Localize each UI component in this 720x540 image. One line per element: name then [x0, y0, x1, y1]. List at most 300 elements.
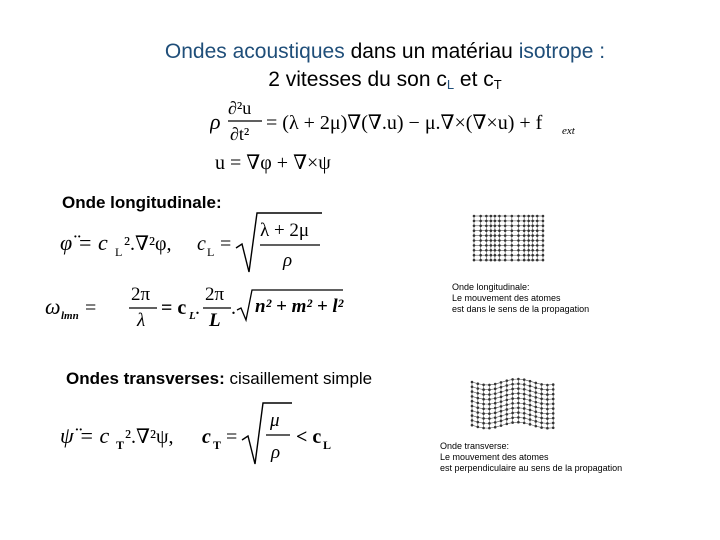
lattice-atom [523, 220, 526, 223]
title-part-1: Ondes acoustiques [164, 40, 345, 63]
lattice-atom [536, 239, 539, 242]
transverse-equation [60, 398, 340, 470]
lattice-atom [517, 402, 520, 405]
lattice-atom [473, 215, 476, 218]
lattice-atom [517, 249, 520, 252]
lattice-atom [500, 405, 503, 408]
lattice-atom [504, 249, 507, 252]
lattice-atom [490, 229, 493, 232]
long-phi-rest: ².∇²φ, [124, 233, 172, 255]
lattice-atom [488, 408, 491, 411]
lattice-atom [498, 259, 501, 262]
omega-subscript: lmn [61, 310, 79, 322]
lattice-atom [473, 244, 476, 247]
lattice-atom [488, 384, 491, 387]
lattice-atom [482, 417, 485, 420]
trans-psi-rest: ².∇²ψ, [125, 426, 174, 448]
lattice-atom [531, 244, 534, 247]
lattice-atom [517, 215, 520, 218]
title-part-3: isotrope : [518, 40, 606, 63]
title-sub-l: L [446, 77, 455, 92]
lattice-atom [479, 249, 482, 252]
lattice-atom [485, 229, 488, 232]
lattice-atom [523, 234, 526, 237]
lattice-atom [479, 239, 482, 242]
transverse-caption-line-1: Onde transverse: [440, 441, 510, 451]
lattice-atom [477, 392, 480, 395]
trans-cl-sub: L [323, 438, 332, 452]
long-cl-numerator: λ + 2μ [260, 220, 310, 241]
lattice-atom [498, 234, 501, 237]
trans-ct-denominator: ρ [271, 442, 281, 463]
lattice-atom [540, 397, 543, 400]
lattice-atom [490, 254, 493, 257]
lattice-atom [500, 381, 503, 384]
lattice-atom [494, 407, 497, 410]
lattice-atom [500, 410, 503, 413]
lattice-atom [542, 244, 545, 247]
lattice-atom [490, 249, 493, 252]
lattice-atom [488, 427, 491, 430]
title-sub-t: T [493, 77, 502, 92]
lattice-atom [535, 401, 538, 404]
lattice-atom [529, 385, 532, 388]
lattice-atom [542, 249, 545, 252]
lattice-atom [523, 422, 526, 425]
lattice-atom [523, 417, 526, 420]
lattice-atom [473, 249, 476, 252]
longitudinal-heading: Onde longitudinale: [62, 193, 222, 212]
lattice-atom [531, 225, 534, 228]
lattice-atom [488, 403, 491, 406]
lattice-atom [531, 234, 534, 237]
lattice-atom [527, 229, 530, 232]
lattice-atom [477, 402, 480, 405]
lattice-atom [552, 393, 555, 396]
lattice-atom [517, 421, 520, 424]
lattice-atom [523, 383, 526, 386]
lattice-atom [517, 239, 520, 242]
lattice-atom [506, 389, 509, 392]
lattice-atom [477, 421, 480, 424]
title-line2-prefix: 2 vitesses du son c [268, 68, 447, 91]
lattice-atom [529, 423, 532, 426]
lattice-atom [494, 220, 497, 223]
lattice-atom [523, 259, 526, 262]
lattice-atom [535, 425, 538, 428]
long-phi-sub: L [115, 245, 123, 259]
lattice-atom [540, 412, 543, 415]
lattice-atom [529, 418, 532, 421]
svg-text:=: = [220, 233, 232, 255]
lattice-atom [504, 220, 507, 223]
lattice-atom [523, 393, 526, 396]
lattice-atom [531, 229, 534, 232]
lattice-atom [500, 400, 503, 403]
lattice-atom [488, 422, 491, 425]
long-cl: c [197, 233, 206, 255]
lattice-atom [506, 384, 509, 387]
lattice-atom [471, 414, 474, 417]
lattice-atom [485, 220, 488, 223]
lattice-atom [511, 215, 514, 218]
lattice-atom [529, 380, 532, 383]
lattice-atom [523, 249, 526, 252]
trans-psi-sub: T [116, 438, 125, 452]
lattice-atom [494, 383, 497, 386]
lattice-atom [552, 383, 555, 386]
title-and: et c [459, 68, 494, 91]
lattice-atom [482, 393, 485, 396]
lattice-atom [531, 254, 534, 257]
lattice-atom [500, 386, 503, 389]
lattice-atom [540, 426, 543, 429]
lattice-atom [511, 383, 514, 386]
title-line-2 [0, 66, 720, 99]
lattice-atom [552, 407, 555, 410]
lattice-atom [504, 244, 507, 247]
lattice-atom [546, 412, 549, 415]
transverse-caption [440, 441, 622, 474]
lattice-atom [529, 389, 532, 392]
lattice-atom [540, 388, 543, 391]
lattice-atom [500, 424, 503, 427]
lattice-atom [490, 244, 493, 247]
lattice-atom [471, 400, 474, 403]
lattice-atom [511, 407, 514, 410]
lattice-atom [471, 386, 474, 389]
lattice-atom [494, 416, 497, 419]
lattice-atom [527, 259, 530, 262]
lattice-atom [542, 225, 545, 228]
lattice-atom [485, 234, 488, 237]
lattice-atom [511, 421, 514, 424]
omega-c-sub: L [189, 310, 196, 322]
lattice-atom [529, 413, 532, 416]
lattice-atom [494, 412, 497, 415]
lattice-atom [517, 378, 520, 381]
svg-text:=: = [85, 297, 97, 319]
lattice-atom [482, 383, 485, 386]
lattice-atom [535, 396, 538, 399]
lattice-atom [494, 234, 497, 237]
lattice-atom [552, 398, 555, 401]
lattice-atom [511, 259, 514, 262]
lattice-atom [500, 415, 503, 418]
svg-text:ρ: ρ [210, 109, 221, 134]
lattice-atom [535, 386, 538, 389]
lattice-atom [542, 220, 545, 223]
lattice-atom [552, 388, 555, 391]
lattice-atom [482, 398, 485, 401]
lattice-atom [523, 407, 526, 410]
lattice-atom [523, 225, 526, 228]
lattice-atom [494, 426, 497, 429]
trans-lt-cl: < c [296, 426, 322, 448]
lattice-atom [527, 220, 530, 223]
omega-frac2-denominator: L [209, 310, 221, 331]
lattice-atom [529, 409, 532, 412]
lattice-atom [511, 225, 514, 228]
lattice-atom [535, 382, 538, 385]
trans-psi-lhs: ψ̈ = c [60, 423, 110, 448]
lattice-atom [536, 220, 539, 223]
lattice-atom [498, 244, 501, 247]
transverse-heading-bold: Ondes transverses: [66, 369, 225, 388]
lattice-atom [479, 259, 482, 262]
lattice-atom [529, 404, 532, 407]
lattice-atom [535, 406, 538, 409]
lattice-atom [498, 225, 501, 228]
omega-equals-c: = c [161, 297, 187, 319]
lattice-atom [504, 259, 507, 262]
lattice-atom [506, 399, 509, 402]
lattice-atom [471, 419, 474, 422]
lattice-atom [540, 402, 543, 405]
lattice-atom [511, 229, 514, 232]
lattice-atom [490, 220, 493, 223]
lattice-atom [494, 215, 497, 218]
lattice-atom [504, 239, 507, 242]
longitudinal-caption-line-1: Onde longitudinale: [452, 282, 530, 292]
lattice-atom [517, 397, 520, 400]
lattice-atom [479, 225, 482, 228]
lattice-atom [485, 259, 488, 262]
lattice-atom [504, 215, 507, 218]
lattice-atom [529, 394, 532, 397]
lattice-atom [536, 254, 539, 257]
title-part-2: dans un matériau [350, 40, 513, 63]
lattice-atom [479, 220, 482, 223]
lattice-atom [482, 403, 485, 406]
lattice-atom [477, 411, 480, 414]
lattice-atom [527, 225, 530, 228]
dispersion-equation [45, 282, 350, 332]
lattice-atom [477, 382, 480, 385]
lattice-atom [494, 402, 497, 405]
wave-lhs-denominator: ∂t² [230, 124, 250, 144]
lattice-atom [500, 420, 503, 423]
svg-text:.: . [195, 297, 200, 319]
lattice-atom [473, 254, 476, 257]
lattice-atom [485, 215, 488, 218]
lattice-atom [517, 392, 520, 395]
lattice-atom [494, 244, 497, 247]
lattice-atom [488, 388, 491, 391]
lattice-atom [506, 394, 509, 397]
helmholtz-decomposition: u = ∇φ + ∇×ψ [215, 152, 331, 174]
lattice-atom [552, 417, 555, 420]
lattice-atom [540, 407, 543, 410]
lattice-atom [542, 254, 545, 257]
slide-title [0, 38, 720, 99]
lattice-atom [473, 259, 476, 262]
lattice-atom [490, 215, 493, 218]
long-cl-denominator: ρ [283, 250, 293, 271]
lattice-atom [523, 215, 526, 218]
lattice-atom [494, 249, 497, 252]
longitudinal-caption-line-2: Le mouvement des atomes [452, 293, 561, 303]
lattice-atom [527, 239, 530, 242]
omega-frac2-numerator: 2π [205, 284, 225, 305]
lattice-atom [531, 215, 534, 218]
lattice-atom [498, 215, 501, 218]
lattice-atom [523, 402, 526, 405]
lattice-atom [536, 225, 539, 228]
lattice-atom [498, 229, 501, 232]
lattice-atom [498, 239, 501, 242]
lattice-atom [523, 378, 526, 381]
lattice-atom [517, 225, 520, 228]
lattice-atom [546, 398, 549, 401]
omega-root-content: n² + m² + l² [255, 296, 344, 317]
lattice-atom [531, 239, 534, 242]
lattice-atom [523, 239, 526, 242]
lattice-atom [477, 416, 480, 419]
lattice-atom [471, 405, 474, 408]
lattice-atom [479, 229, 482, 232]
lattice-atom [546, 393, 549, 396]
lattice-atom [490, 225, 493, 228]
lattice-atom [485, 244, 488, 247]
lattice-atom [511, 220, 514, 223]
lattice-atom [517, 387, 520, 390]
lattice-atom [531, 220, 534, 223]
lattice-atom [482, 412, 485, 415]
lattice-atom [500, 391, 503, 394]
omega-symbol: ω [45, 294, 61, 319]
lattice-atom [471, 381, 474, 384]
lattice-atom [546, 427, 549, 430]
lattice-atom [504, 234, 507, 237]
lattice-atom [471, 390, 474, 393]
lattice-atom [490, 234, 493, 237]
omega-frac-denominator: λ [137, 310, 146, 331]
lattice-atom [523, 254, 526, 257]
lattice-atom [535, 415, 538, 418]
lattice-atom [494, 225, 497, 228]
lattice-atom [536, 234, 539, 237]
lattice-atom [536, 229, 539, 232]
lattice-atom [494, 239, 497, 242]
lattice-atom [506, 418, 509, 421]
lattice-atom [511, 234, 514, 237]
lattice-atom [517, 416, 520, 419]
long-cl-sub: L [207, 245, 215, 259]
longitudinal-lattice-image [470, 213, 550, 263]
lattice-atom [488, 417, 491, 420]
trans-ct: c [202, 426, 211, 448]
lattice-atom [494, 254, 497, 257]
lattice-atom [488, 393, 491, 396]
lattice-atom [523, 388, 526, 391]
lattice-atom [473, 229, 476, 232]
wave-equation [210, 96, 590, 176]
lattice-atom [506, 413, 509, 416]
lattice-atom [536, 249, 539, 252]
lattice-atom [494, 229, 497, 232]
lattice-atom [479, 254, 482, 257]
lattice-atom [527, 215, 530, 218]
lattice-atom [471, 395, 474, 398]
lattice-atom [511, 412, 514, 415]
lattice-atom [517, 254, 520, 257]
lattice-atom [473, 239, 476, 242]
lattice-atom [546, 403, 549, 406]
lattice-atom [494, 259, 497, 262]
svg-text:.: . [231, 297, 236, 319]
lattice-atom [506, 379, 509, 382]
lattice-atom [498, 220, 501, 223]
lattice-atom [511, 397, 514, 400]
lattice-atom [529, 399, 532, 402]
lattice-atom [517, 220, 520, 223]
lattice-atom [535, 391, 538, 394]
lattice-atom [511, 244, 514, 247]
lattice-atom [517, 259, 520, 262]
transverse-heading-plain: cisaillement simple [229, 369, 373, 388]
lattice-atom [536, 244, 539, 247]
lattice-atom [511, 254, 514, 257]
lattice-atom [477, 426, 480, 429]
long-phi-lhs: φ̈ = c [60, 230, 108, 255]
lattice-atom [540, 417, 543, 420]
lattice-atom [523, 412, 526, 415]
lattice-atom [485, 239, 488, 242]
lattice-atom [517, 229, 520, 232]
lattice-atom [490, 239, 493, 242]
lattice-atom [471, 410, 474, 413]
lattice-atom [488, 412, 491, 415]
transverse-caption-line-3: est perpendiculaire au sens de la propagation [440, 463, 623, 473]
lattice-atom [542, 215, 545, 218]
lattice-atom [523, 244, 526, 247]
transverse-caption-line-2: Le mouvement des atomes [440, 452, 549, 462]
lattice-atom [546, 417, 549, 420]
lattice-atom [485, 249, 488, 252]
lattice-atom [527, 249, 530, 252]
wave-rhs: = (λ + 2μ)∇(∇.u) − μ.∇×(∇×u) + f [266, 112, 543, 134]
transverse-lattice-image [468, 376, 558, 432]
lattice-atom [542, 239, 545, 242]
lattice-atom [511, 378, 514, 381]
lattice-atom [535, 410, 538, 413]
lattice-atom [546, 388, 549, 391]
lattice-atom [506, 423, 509, 426]
lattice-atom [473, 225, 476, 228]
lattice-atom [552, 412, 555, 415]
lattice-atom [517, 244, 520, 247]
lattice-atom [494, 392, 497, 395]
lattice-atom [546, 422, 549, 425]
lattice-atom [511, 239, 514, 242]
lattice-atom [552, 402, 555, 405]
longitudinal-equation [60, 208, 335, 278]
lattice-atom [535, 420, 538, 423]
lattice-atom [536, 259, 539, 262]
lattice-atom [523, 229, 526, 232]
lattice-atom [546, 408, 549, 411]
lattice-atom [517, 407, 520, 410]
lattice-atom [517, 411, 520, 414]
wave-rhs-subscript: ext [562, 125, 575, 137]
lattice-atom [471, 424, 474, 427]
omega-frac-numerator: 2π [131, 284, 151, 305]
lattice-atom [511, 249, 514, 252]
lattice-atom [540, 383, 543, 386]
lattice-atom [482, 407, 485, 410]
lattice-atom [517, 383, 520, 386]
